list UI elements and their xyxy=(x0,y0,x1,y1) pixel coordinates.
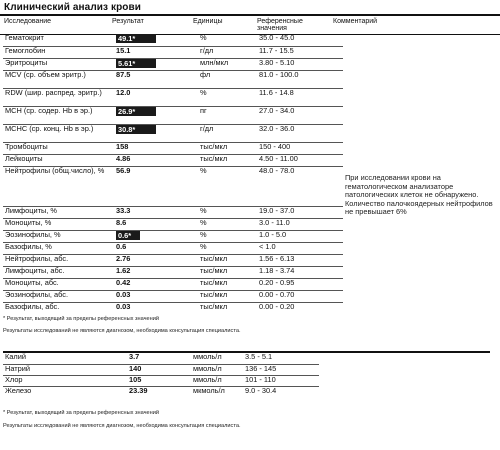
comment-cell xyxy=(343,278,497,290)
test-result xyxy=(114,166,198,206)
test-result xyxy=(114,88,198,106)
reference-range: 32.0 - 36.0 xyxy=(257,124,343,142)
test-units: г/дл xyxy=(198,124,257,142)
table-row xyxy=(3,375,319,386)
test-result xyxy=(114,278,198,290)
reference-range: 136 - 145 xyxy=(243,364,319,375)
test-name: MCH (ср. содер. Hb в эр.) xyxy=(3,106,114,124)
comment-cell xyxy=(343,70,497,88)
test-result: 140 xyxy=(127,364,191,375)
comment-cell xyxy=(343,46,497,58)
reference-range: 0.00 - 0.20 xyxy=(257,302,343,314)
test-name: Лимфоциты, абс. xyxy=(3,266,114,278)
reference-range: 3.80 - 5.10 xyxy=(257,58,343,70)
out-of-range-result: 5.61* xyxy=(116,59,156,68)
comment-cell xyxy=(343,266,497,278)
test-name: Нейтрофилы, абс. xyxy=(3,254,114,266)
table-row xyxy=(3,364,319,375)
table-row xyxy=(3,124,497,142)
result-value: 0.42 xyxy=(116,278,131,287)
reference-range: 48.0 - 78.0 xyxy=(257,166,343,206)
test-result xyxy=(114,230,198,242)
test-name: Базофилы, % xyxy=(3,242,114,254)
test-units: % xyxy=(198,88,257,106)
comment-cell xyxy=(343,58,497,70)
test-name: RDW (шир. распред. эритр.) xyxy=(3,88,114,106)
test-name: Базофилы, абс. xyxy=(3,302,114,314)
reference-range: 101 - 110 xyxy=(243,375,319,386)
comment-cell xyxy=(343,242,497,254)
test-result: 23.39 xyxy=(127,386,191,397)
header-comment: Комментарий xyxy=(333,18,378,25)
test-name: MCHC (ср. конц. Hb в эр.) xyxy=(3,124,114,142)
test-units: тыс/мкл xyxy=(198,290,257,302)
header-reference: Референсные значения xyxy=(257,18,303,32)
test-units: % xyxy=(200,34,207,42)
result-value: 2.76 xyxy=(116,254,131,263)
comment-cell xyxy=(343,230,497,242)
test-result xyxy=(114,302,198,314)
test-units: тыс/мкл xyxy=(198,142,257,154)
test-name: Железо xyxy=(3,386,127,397)
test-units: % xyxy=(198,230,257,242)
test-units: ммоль/л xyxy=(191,375,243,386)
test-units: % xyxy=(198,206,257,218)
footnote: * Результат, выходящий за пределы референсных значений xyxy=(3,316,159,322)
test-units: млн/мкл xyxy=(198,58,257,70)
result-value: 87.5 xyxy=(116,70,131,79)
out-of-range-result: 0.6* xyxy=(116,231,140,240)
table-row xyxy=(3,353,319,364)
comment-cell xyxy=(343,106,497,124)
test-result xyxy=(114,142,198,154)
test-units: г/дл xyxy=(198,46,257,58)
header-units: Единицы xyxy=(193,18,223,25)
out-of-range-result: 49.1* xyxy=(116,34,156,43)
table-row xyxy=(3,254,497,266)
table-row xyxy=(3,70,497,88)
table-row xyxy=(3,106,497,124)
test-name: Гемоглобин xyxy=(3,46,114,58)
result-value: 56.9 xyxy=(116,166,131,175)
test-result xyxy=(114,34,198,46)
test-result xyxy=(114,46,198,58)
result-value: 33.3 xyxy=(116,206,131,215)
test-units: тыс/мкл xyxy=(198,254,257,266)
comment-cell xyxy=(343,154,497,166)
out-of-range-result: 30.8* xyxy=(116,125,156,134)
header-result: Результат xyxy=(112,18,144,25)
result-value: 12.0 xyxy=(116,88,131,97)
table-row xyxy=(3,34,497,46)
test-name: Лейкоциты xyxy=(3,154,114,166)
result-value: 0.6 xyxy=(116,242,127,251)
test-units: пг xyxy=(198,106,257,124)
table-row xyxy=(3,302,497,314)
result-value: 0.03 xyxy=(116,290,131,299)
comment-cell xyxy=(343,124,497,142)
reference-range: 1.56 - 6.13 xyxy=(257,254,343,266)
table-row xyxy=(3,166,497,206)
reference-range: 3.5 - 5.1 xyxy=(245,352,273,361)
reference-range: 27.0 - 34.0 xyxy=(257,106,343,124)
test-result xyxy=(114,254,198,266)
result-value: 1.62 xyxy=(116,266,131,275)
table-header xyxy=(0,16,500,35)
test-units: % xyxy=(198,218,257,230)
test-name: Эозинофилы, абс. xyxy=(3,290,114,302)
test-units: тыс/мкл xyxy=(198,302,257,314)
test-name: Моноциты, абс. xyxy=(3,278,114,290)
reference-range: 150 - 400 xyxy=(257,142,343,154)
reference-range: 0.20 - 0.95 xyxy=(257,278,343,290)
test-name: MCV (ср. объем эритр.) xyxy=(3,70,114,88)
test-result xyxy=(114,70,198,88)
reference-range: 1.18 - 3.74 xyxy=(257,266,343,278)
reference-range: 1.0 - 5.0 xyxy=(257,230,343,242)
test-result xyxy=(114,206,198,218)
disclaimer-2: Результаты исследований не являются диагнозом, необходима консультация специалиста. xyxy=(3,423,241,429)
comment-cell xyxy=(343,254,497,266)
reference-range: 35.0 - 45.0 xyxy=(259,34,295,42)
result-value: 158 xyxy=(116,142,129,151)
reference-range: 3.0 - 11.0 xyxy=(257,218,343,230)
test-units: % xyxy=(198,242,257,254)
reference-range: 11.6 - 14.8 xyxy=(257,88,343,106)
test-units: % xyxy=(198,166,257,206)
table-row xyxy=(3,386,319,397)
test-result: 105 xyxy=(127,375,191,386)
result-value: 4.86 xyxy=(116,154,131,163)
table-row xyxy=(3,46,497,58)
test-units: тыс/мкл xyxy=(198,278,257,290)
electrolytes-table xyxy=(3,353,319,397)
test-result xyxy=(114,58,198,70)
comment-cell xyxy=(343,290,497,302)
disclaimer: Результаты исследований не являются диагнозом, необходима консультация специалиста. xyxy=(3,328,241,334)
header-test: Исследование xyxy=(4,18,52,25)
result-value: 15.1 xyxy=(116,46,131,55)
comment-cell xyxy=(343,34,497,46)
comment-cell xyxy=(343,218,497,230)
test-result xyxy=(114,154,198,166)
reference-range: 0.00 - 0.70 xyxy=(257,290,343,302)
test-result xyxy=(114,218,198,230)
reference-range: 19.0 - 37.0 xyxy=(257,206,343,218)
table-row xyxy=(3,230,497,242)
footnote-2: * Результат, выходящий за пределы референсных значений xyxy=(3,410,159,416)
table-row xyxy=(3,290,497,302)
reference-range: 9.0 - 30.4 xyxy=(243,386,319,397)
test-units: ммоль/л xyxy=(193,352,222,361)
test-name: Калий xyxy=(5,352,26,361)
test-result xyxy=(114,242,198,254)
reference-range: < 1.0 xyxy=(257,242,343,254)
blood-test-table xyxy=(3,34,497,314)
test-name: Моноциты, % xyxy=(3,218,114,230)
test-name: Гематокрит xyxy=(5,34,44,42)
test-name: Натрий xyxy=(3,364,127,375)
test-units: ммоль/л xyxy=(191,364,243,375)
comment-cell xyxy=(343,302,497,314)
test-units: мкмоль/л xyxy=(191,386,243,397)
result-value: 8.6 xyxy=(116,218,127,227)
table-row xyxy=(3,266,497,278)
test-units: фл xyxy=(198,70,257,88)
test-name: Лимфоциты, % xyxy=(3,206,114,218)
comment-cell xyxy=(343,88,497,106)
table-row xyxy=(3,142,497,154)
reference-range: 11.7 - 15.5 xyxy=(257,46,343,58)
test-units: тыс/мкл xyxy=(198,154,257,166)
out-of-range-result: 26.9* xyxy=(116,107,156,116)
comment-cell xyxy=(343,142,497,154)
table-row xyxy=(3,242,497,254)
reference-range: 4.50 - 11.00 xyxy=(257,154,343,166)
table-row xyxy=(3,58,497,70)
table-row xyxy=(3,88,497,106)
test-units: тыс/мкл xyxy=(198,266,257,278)
reference-range: 81.0 - 100.0 xyxy=(257,70,343,88)
table-row xyxy=(3,218,497,230)
test-result xyxy=(114,124,198,142)
test-name: Нейтрофилы (общ.число), % xyxy=(3,166,114,206)
table-row xyxy=(3,154,497,166)
test-name: Хлор xyxy=(3,375,127,386)
test-name: Эритроциты xyxy=(3,58,114,70)
test-result xyxy=(114,106,198,124)
test-result: 3.7 xyxy=(129,352,140,361)
test-result xyxy=(114,290,198,302)
report-title: Клинический анализ крови xyxy=(4,2,141,13)
test-name: Тромбоциты xyxy=(3,142,114,154)
result-value: 0.03 xyxy=(116,302,131,311)
test-result xyxy=(114,266,198,278)
neutrophil-comment: При исследовании крови на гематологическом анализаторе патологических клеток не обнаружено. Количество палочкоядерных нейтрофилов не превышает 6% xyxy=(345,173,493,216)
test-name: Эозинофилы, % xyxy=(3,230,114,242)
table-row xyxy=(3,278,497,290)
